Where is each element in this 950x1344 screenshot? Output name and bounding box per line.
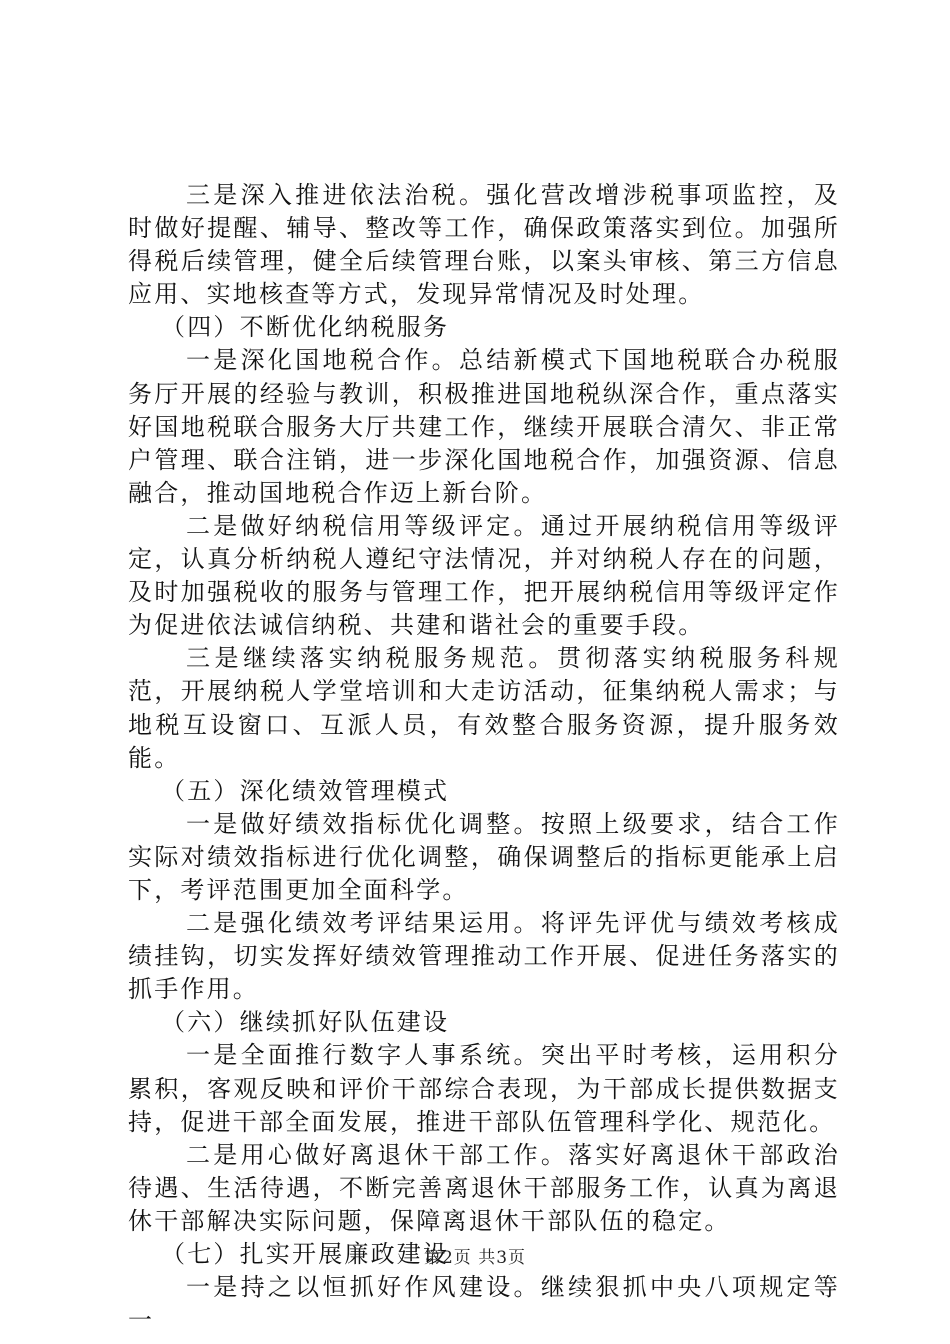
paragraph: 二是强化绩效考评结果运用。将评先评优与绩效考核成绩挂钩，切实发挥好绩效管理推动工作开展、促进任务落实的抓手作用。 [128, 909, 840, 1004]
paragraph: 二是做好纳税信用等级评定。通过开展纳税信用等级评定，认真分析纳税人遵纪守法情况，并对纳税人存在的问题，及时加强税收的服务与管理工作，把开展纳税信用等级评定作为促进依法诚信纳税、共建和谐社会的重要手段。 [128, 511, 840, 640]
section-heading: （五）深化绩效管理模式 [161, 776, 450, 805]
paragraph: 一是做好绩效指标优化调整。按照上级要求，结合工作实际对绩效指标进行优化调整，确保调整后的指标更能承上启下，考评范围更加全面科学。 [128, 809, 840, 904]
paragraph: 一是全面推行数字人事系统。突出平时考核，运用积分累积，客观反映和评价干部综合表现，为干部成长提供数据支持，促进干部全面发展，推进干部队伍管理科学化、规范化。 [128, 1041, 840, 1136]
paragraph: 三是继续落实纳税服务规范。贯彻落实纳税服务科规范，开展纳税人学堂培训和大走访活动，征集纳税人需求；与地税互设窗口、互派人员，有效整合服务资源，提升服务效能。 [128, 644, 840, 772]
document-body [128, 179, 840, 1337]
paragraph: 三是深入推进依法治税。强化营改增涉税事项监控，及时做好提醒、辅导、整改等工作，确保政策落实到位。加强所得税后续管理，健全后续管理台账，以案头审核、第三方信息应用、实地核查等方式，发现异常情况及时处理。 [128, 181, 840, 309]
paragraph: 一是持之以恒抓好作风建设。继续狠抓中央八项规定等一 [128, 1273, 840, 1335]
section-heading: （六）继续抓好队伍建设 [161, 1008, 450, 1037]
page-footer: 第2页 共3页 [423, 1248, 527, 1268]
paragraph: 一是深化国地税合作。总结新模式下国地税联合办税服务厅开展的经验与教训，积极推进国地税纵深合作，重点落实好国地税联合服务大厅共建工作，继续开展联合清欠、非正常户管理、联合注销，进一步深化国地税合作，加强资源、信息融合，推动国地税合作迈上新台阶。 [128, 346, 840, 507]
section-heading: （四）不断优化纳税服务 [161, 313, 450, 342]
paragraph: 二是用心做好离退休干部工作。落实好离退休干部政治待遇、生活待遇，不断完善离退休干部服务工作，认真为离退休干部解决实际问题，保障离退休干部队伍的稳定。 [128, 1140, 840, 1235]
section-heading: （七）扎实开展廉政建设 [161, 1240, 450, 1268]
